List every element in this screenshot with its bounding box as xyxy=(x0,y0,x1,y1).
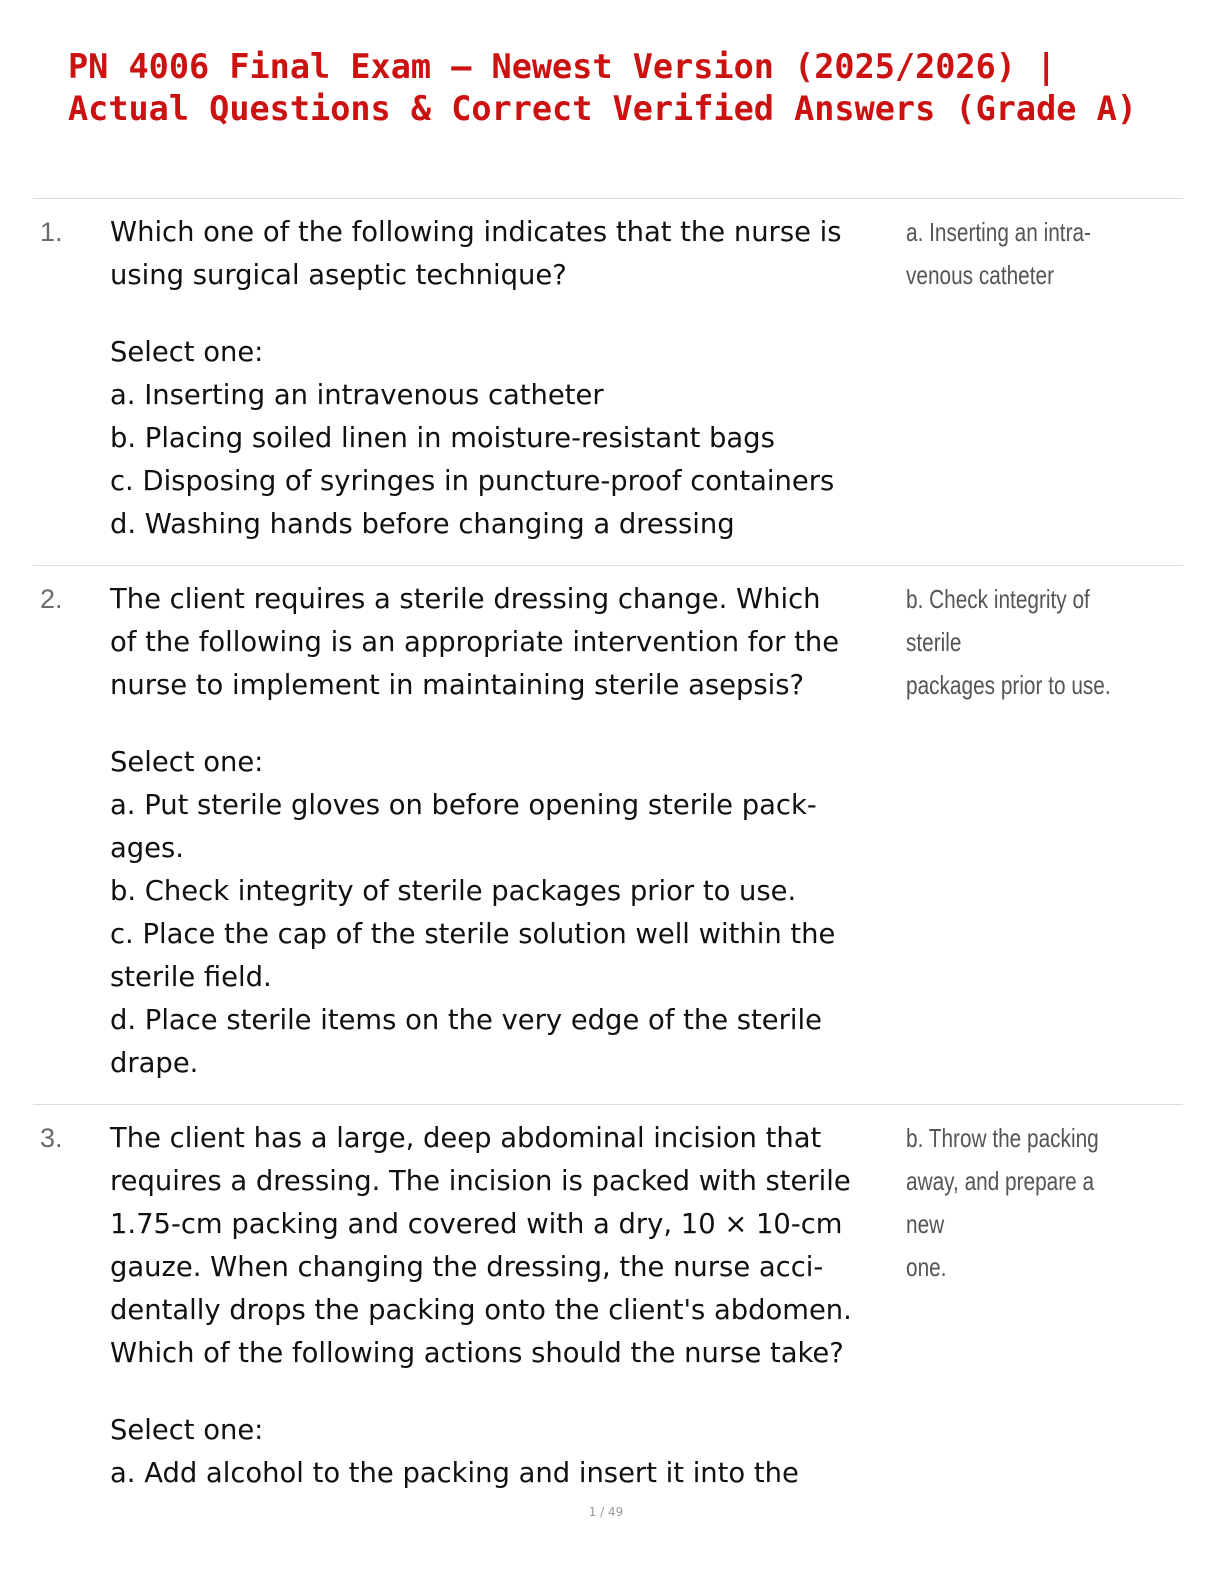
option-line: d. Washing hands before changing a dressing xyxy=(110,509,735,540)
question-stem-line: Which of the following actions should the nurse take? xyxy=(110,1338,844,1369)
question-number: 2. xyxy=(40,584,63,614)
answer-block xyxy=(906,211,1122,297)
option-line: sterile field. xyxy=(110,962,272,993)
answer-line: one. xyxy=(906,1252,947,1282)
question-number: 3. xyxy=(40,1123,63,1153)
option-line: ages. xyxy=(110,833,185,864)
answer-line: b. Throw the packing xyxy=(906,1123,1099,1153)
select-one-prompt: Select one: xyxy=(110,1415,264,1446)
question-stem-line: nurse to implement in maintaining sterile asepsis? xyxy=(110,670,805,701)
title-line-2: Actual Questions & Correct Verified Answers (Grade A) xyxy=(68,89,1137,128)
question-stem-line: 1.75-cm packing and covered with a dry, 10 × 10-cm xyxy=(110,1209,843,1240)
select-one-prompt: Select one: xyxy=(110,337,264,368)
question-stem-line: requires a dressing. The incision is packed with sterile xyxy=(110,1166,851,1197)
divider xyxy=(33,565,1183,566)
question-stem-line: dentally drops the packing onto the client's abdomen. xyxy=(110,1295,852,1326)
answer-line: a. Inserting an intra- xyxy=(906,217,1091,247)
title-line-1: PN 4006 Final Exam – Newest Version (2025/2026) | xyxy=(68,47,1057,86)
question-stem-line: gauze. When changing the dressing, the nurse acci- xyxy=(110,1252,824,1283)
option-line: c. Disposing of syringes in puncture-proof containers xyxy=(110,466,835,497)
option-line: a. Inserting an intravenous catheter xyxy=(110,380,604,411)
answer-line: packages prior to use. xyxy=(906,670,1111,700)
option-line: b. Check integrity of sterile packages prior to use. xyxy=(110,876,797,907)
option-line: d. Place sterile items on the very edge of the sterile xyxy=(110,1005,822,1036)
question-number: 1. xyxy=(40,217,63,247)
option-line: a. Put sterile gloves on before opening sterile pack- xyxy=(110,790,817,821)
divider xyxy=(33,198,1183,199)
question-stem-line: using surgical aseptic technique? xyxy=(110,260,567,291)
option-line: c. Place the cap of the sterile solution well within the xyxy=(110,919,836,950)
option-line: a. Add alcohol to the packing and insert it into the xyxy=(110,1458,799,1489)
option-line: b. Placing soiled linen in moisture-resistant bags xyxy=(110,423,775,454)
divider xyxy=(33,1104,1183,1105)
question-stem-line: The client has a large, deep abdominal incision that xyxy=(110,1123,822,1154)
question-stem-line: of the following is an appropriate intervention for the xyxy=(110,627,840,658)
question-block xyxy=(110,1117,900,1495)
question-block xyxy=(110,578,900,1085)
question-stem-line: Which one of the following indicates that the nurse is xyxy=(110,217,842,248)
document-title xyxy=(68,46,1188,130)
answer-block xyxy=(906,1117,1122,1289)
answer-line: b. Check integrity of sterile xyxy=(906,584,1090,657)
answer-line: venous catheter xyxy=(906,260,1055,290)
question-stem-line: The client requires a sterile dressing change. Which xyxy=(110,584,821,615)
page-indicator: 1 / 49 xyxy=(588,1505,624,1519)
option-line: drape. xyxy=(110,1048,199,1079)
select-one-prompt: Select one: xyxy=(110,747,264,778)
question-block xyxy=(110,211,900,546)
answer-block xyxy=(906,578,1122,707)
answer-line: away, and prepare a new xyxy=(906,1166,1095,1239)
